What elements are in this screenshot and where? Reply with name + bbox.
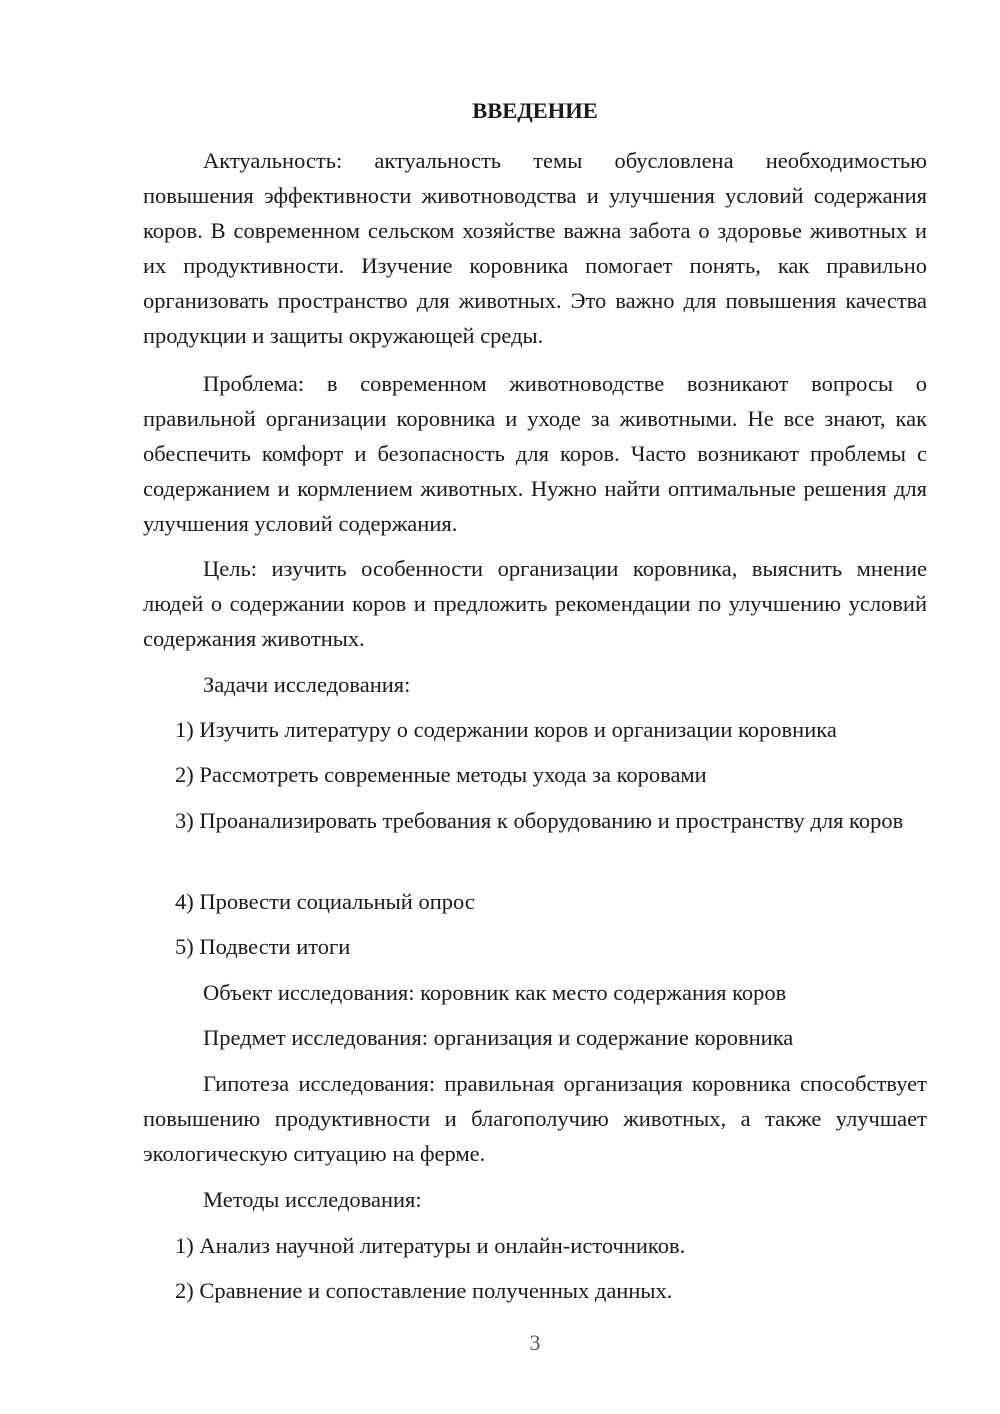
method-item-1: 1) Анализ научной литературы и онлайн-источников. xyxy=(175,1233,686,1258)
tasks-heading: Задачи исследования: xyxy=(203,672,411,697)
methods-heading: Методы исследования: xyxy=(203,1187,422,1212)
task-item-2: 2) Рассмотреть современные методы ухода за коровами xyxy=(175,762,707,787)
document-page xyxy=(143,0,927,1414)
task-item-5: 5) Подвести итоги xyxy=(175,934,351,959)
page-number: 3 xyxy=(529,1330,541,1355)
page-title: ВВЕДЕНИЕ xyxy=(472,98,598,123)
task-item-4: 4) Провести социальный опрос xyxy=(175,889,475,914)
goal-paragraph: Цель: изучить особенности организации коровника, выяснить мнение людей о содержании коров и предложить рекомендации по улучшению условий содержания животных. xyxy=(143,556,927,651)
method-item-2: 2) Сравнение и сопоставление полученных данных. xyxy=(175,1278,673,1303)
relevance-paragraph: Актуальность: актуальность темы обусловлена необходимостью повышения эффективности животноводства и улучшения условий содержания коров. В современном сельском хозяйстве важна забота о здоровье животных и их продуктивности. Изучение коровника помогает понять, как правильно организовать пространство для животных. Это важно для повышения качества продукции и защиты окружающей среды. xyxy=(143,148,927,348)
hypothesis-paragraph: Гипотеза исследования: правильная организация коровника способствует повышению продуктивности и благополучию животных, а также улучшает экологическую ситуацию на ферме. xyxy=(143,1071,927,1166)
subject-paragraph: Предмет исследования: организация и содержание коровника xyxy=(203,1025,794,1050)
problem-paragraph: Проблема: в современном животноводстве возникают вопросы о правильной организации коровника и уходе за животными. Не все знают, как обеспечить комфорт и безопасность для коров. Часто возникают проблемы с содержанием и кормлением животных. Нужно найти оптимальные решения для улучшения условий содержания. xyxy=(143,371,927,536)
object-paragraph: Объект исследования: коровник как место содержания коров xyxy=(203,980,787,1005)
task-item-1: 1) Изучить литературу о содержании коров и организации коровника xyxy=(175,717,837,742)
task-item-3: 3) Проанализировать требования к оборудованию и пространству для коров xyxy=(175,808,904,833)
